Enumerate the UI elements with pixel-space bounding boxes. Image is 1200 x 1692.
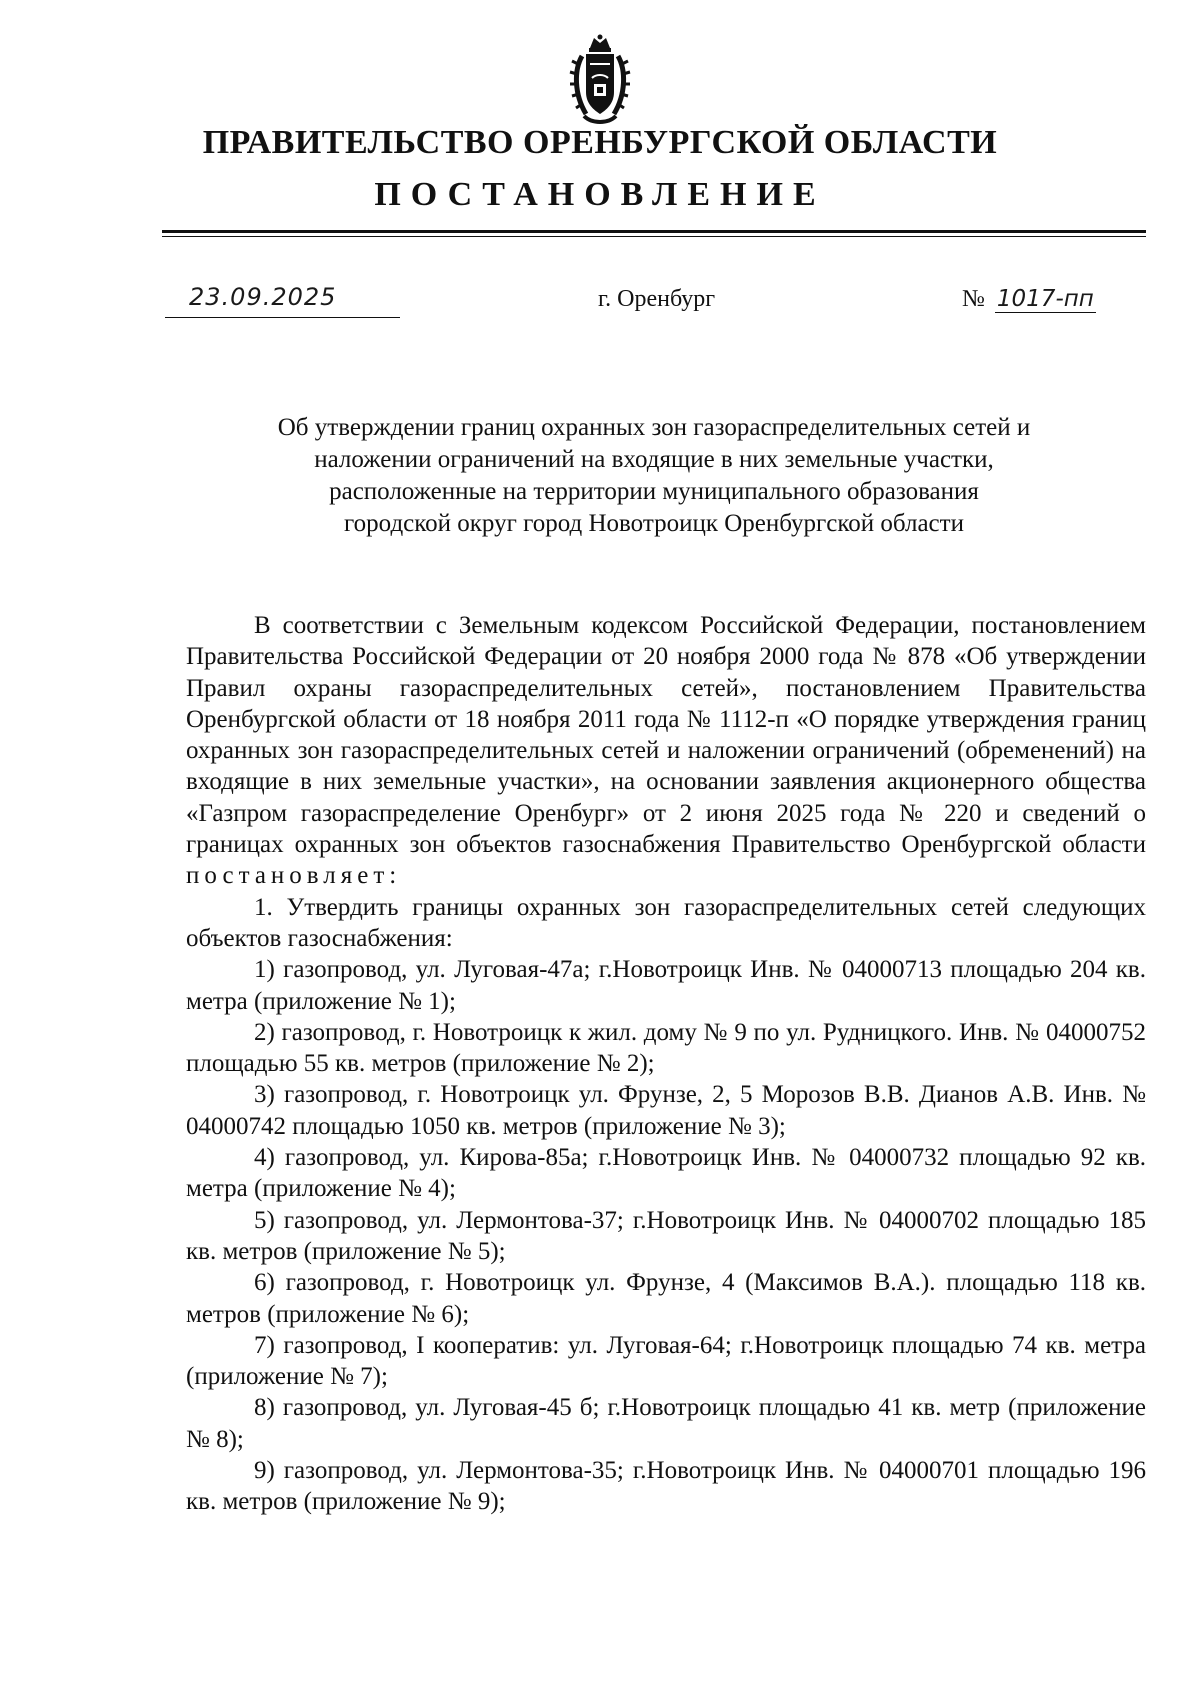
document-number: 1017-пп bbox=[996, 286, 1094, 312]
list-item: 1) газопровод, ул. Луговая-47а; г.Новотроицк Инв. № 04000713 площадью 204 кв. метра (приложение № 1); bbox=[186, 956, 1146, 1015]
document-body bbox=[186, 610, 1146, 1518]
subject-line: городской округ город Новотроицк Оренбургской области bbox=[344, 510, 964, 537]
document-date-field bbox=[165, 283, 400, 318]
list-item: 6) газопровод, г. Новотроицк ул. Фрунзе, 4 (Максимов В.А.). площадью 118 кв. метров (приложение № 6); bbox=[186, 1269, 1146, 1328]
preamble-paragraph bbox=[186, 610, 1146, 892]
government-title: ПРАВИТЕЛЬСТВО ОРЕНБУРГСКОЙ ОБЛАСТИ bbox=[202, 124, 998, 161]
list-item: 2) газопровод, г. Новотроицк к жил. дому № 9 по ул. Рудницкого. Инв. № 04000752 площадью 55 кв. метров (приложение № 2); bbox=[186, 1018, 1146, 1078]
list-item: 9) газопровод, ул. Лермонтова-35; г.Новотроицк Инв. № 04000701 площадью 196 кв. метров (приложение № 9); bbox=[186, 1457, 1146, 1516]
document-date: 23.09.2025 bbox=[189, 283, 337, 311]
list-item: 5) газопровод, ул. Лермонтова-37; г.Новотроицк Инв. № 04000702 площадью 185 кв. метров (приложение № 5); bbox=[186, 1206, 1146, 1265]
list-item: 4) газопровод, ул. Кирова-85а; г.Новотроицк Инв. № 04000732 площадью 92 кв. метра (приложение № 4); bbox=[186, 1144, 1146, 1203]
subject-line: наложении ограничений на входящие в них земельные участки, bbox=[314, 446, 994, 473]
document-subject bbox=[162, 412, 1146, 540]
list-item: 8) газопровод, ул. Луговая-45 б; г.Новотроицк площадью 41 кв. метр (приложение № 8); bbox=[186, 1394, 1146, 1453]
decree-word: постановляет: bbox=[186, 862, 402, 890]
document-city: г. Оренбург bbox=[598, 286, 716, 312]
preamble-text: В соответствии с Земельным кодексом Российской Федерации, постановлением Правительства Российской Федерации от 20 ноября 2000 года № 878 «Об утверждении Правил охраны газораспределительных сетей», постановлением Правительства Оренбургской области от 18 ноября 2011 года № 1112-п «О порядке утверждения границ охранных зон газораспределительных сетей и наложении ограничений (обременений) на входящие в них земельные участки», на основании заявления акционерного общества «Газпром газораспределение Оренбург» от 2 июня 2025 года № 220 и сведений о границах охранных зон объектов газоснабжения Правительство Оренбургской области bbox=[186, 612, 1146, 859]
header-divider-thick bbox=[162, 230, 1146, 233]
header-divider-thin bbox=[162, 236, 1146, 237]
number-sign: № bbox=[962, 286, 985, 312]
subject-line: расположенные на территории муниципального образования bbox=[329, 478, 979, 505]
document-type-heading: ПОСТАНОВЛЕНИЕ bbox=[374, 176, 826, 213]
list-item: 7) газопровод, I кооператив: ул. Луговая-64; г.Новотроицк площадью 74 кв. метра (приложение № 7); bbox=[186, 1331, 1146, 1391]
document-number-field bbox=[962, 286, 1096, 313]
subject-line: Об утверждении границ охранных зон газораспределительных сетей и bbox=[277, 414, 1031, 441]
list-item: 3) газопровод, г. Новотроицк ул. Фрунзе, 2, 5 Морозов В.В. Дианов А.В. Инв. № 04000742 площадью 1050 кв. метров (приложение № 3); bbox=[186, 1081, 1146, 1140]
clause-1: 1. Утвердить границы охранных зон газораспределительных сетей следующих объектов газоснабжения: bbox=[186, 893, 1146, 952]
coat-of-arms-emblem bbox=[568, 34, 632, 126]
